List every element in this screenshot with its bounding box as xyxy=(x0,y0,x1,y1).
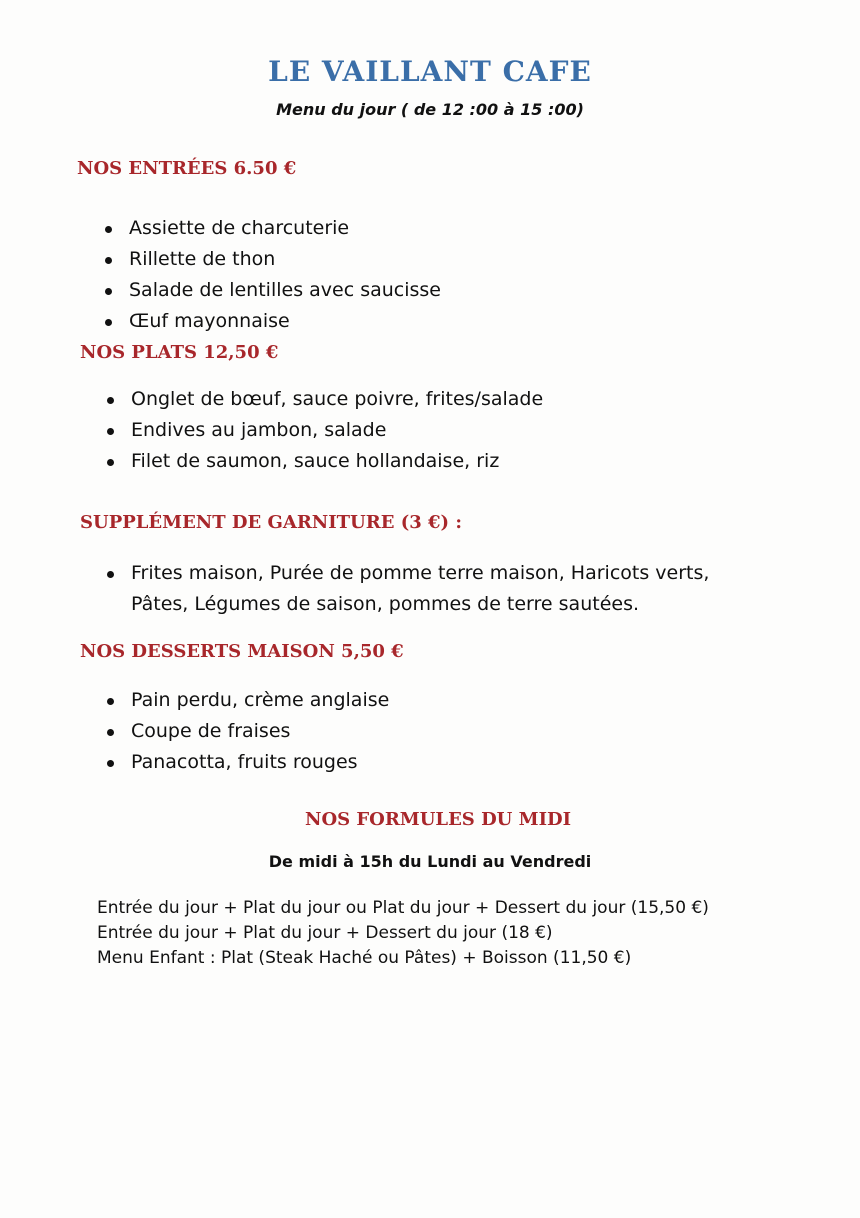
list-item: Salade de lentilles avec saucisse xyxy=(105,275,441,306)
formule-item: Entrée du jour + Plat du jour + Dessert du jour (18 €) xyxy=(97,923,553,943)
formule-item: Entrée du jour + Plat du jour ou Plat du jour + Dessert du jour (15,50 €) xyxy=(97,898,709,918)
list-item: Assiette de charcuterie xyxy=(105,213,441,244)
formules-list xyxy=(97,896,709,971)
list-item: Filet de saumon, sauce hollandaise, riz xyxy=(107,446,543,477)
list-item: Rillette de thon xyxy=(105,244,441,275)
desserts-list xyxy=(107,685,389,778)
entrees-heading: NOS ENTRÉES 6.50 € xyxy=(77,158,297,179)
formule-item: Menu Enfant : Plat (Steak Haché ou Pâtes) + Boisson (11,50 €) xyxy=(97,948,632,968)
menu-subtitle: Menu du jour ( de 12 :00 à 15 :00) xyxy=(276,100,584,119)
list-item: Onglet de bœuf, sauce poivre, frites/salade xyxy=(107,384,543,415)
plats-list xyxy=(107,384,543,477)
list-item: Coupe de fraises xyxy=(107,716,389,747)
list-item: Endives au jambon, salade xyxy=(107,415,543,446)
formules-hours: De midi à 15h du Lundi au Vendredi xyxy=(268,852,592,871)
garniture-heading: SUPPLÉMENT DE GARNITURE (3 €) : xyxy=(80,512,462,533)
garniture-list xyxy=(107,558,767,620)
list-item: Panacotta, fruits rouges xyxy=(107,747,389,778)
plats-heading: NOS PLATS 12,50 € xyxy=(80,342,279,363)
list-item: Pain perdu, crème anglaise xyxy=(107,685,389,716)
formules-heading: NOS FORMULES DU MIDI xyxy=(304,809,572,830)
list-item: Œuf mayonnaise xyxy=(105,306,441,337)
entrees-list xyxy=(105,213,441,337)
cafe-title: LE VAILLANT CAFE xyxy=(268,55,592,88)
desserts-heading: NOS DESSERTS MAISON 5,50 € xyxy=(80,641,404,662)
list-item: Frites maison, Purée de pomme terre maison, Haricots verts, Pâtes, Légumes de saison, pommes de terre sautées. xyxy=(107,558,767,620)
